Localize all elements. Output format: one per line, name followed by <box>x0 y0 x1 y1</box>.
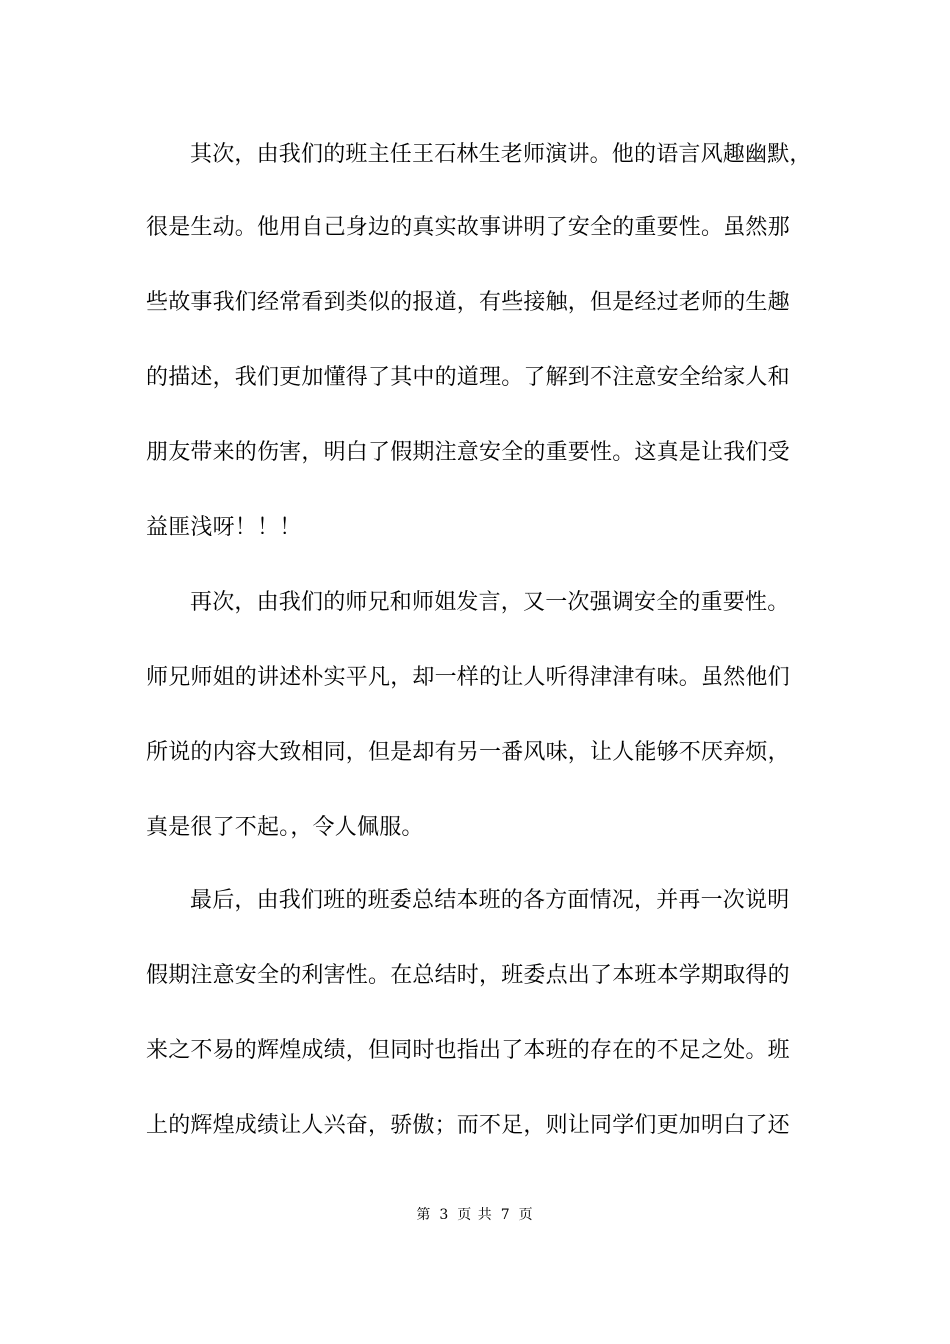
footer-suffix: 页 <box>518 1207 534 1223</box>
footer-middle: 页 共 <box>457 1207 493 1223</box>
paragraph-3-line-2: 假期注意安全的利害性。在总结时，班委点出了本班本学期取得的 <box>146 963 790 988</box>
paragraph-2-line-1: 再次，由我们的师兄和师姐发言，又一次强调安全的重要性。 <box>190 590 790 615</box>
paragraph-1-line-6: 益匪浅呀！！！ <box>146 515 302 540</box>
paragraph-2-line-3: 所说的内容大致相同，但是却有另一番风味，让人能够不厌弃烦， <box>146 740 790 765</box>
paragraph-3-line-3: 来之不易的辉煌成绩，但同时也指出了本班的存在的不足之处。班 <box>146 1038 790 1063</box>
paragraph-1-line-2: 很是生动。他用自己身边的真实故事讲明了安全的重要性。虽然那 <box>146 215 790 240</box>
footer-total-pages: 7 <box>500 1207 511 1223</box>
paragraph-3-line-1: 最后，由我们班的班委总结本班的各方面情况，并再一次说明 <box>190 888 790 913</box>
footer-current-page: 3 <box>439 1207 450 1223</box>
paragraph-2-line-4: 真是很了不起。，令人佩服。 <box>146 815 424 840</box>
paragraph-2-line-2: 师兄师姐的讲述朴实平凡，却一样的让人听得津津有味。虽然他们 <box>146 665 790 690</box>
paragraph-1-line-4: 的描述，我们更加懂得了其中的道理。了解到不注意安全给家人和 <box>146 365 790 390</box>
page-number-footer <box>0 1205 950 1225</box>
paragraph-3-line-4: 上的辉煌成绩让人兴奋，骄傲；而不足，则让同学们更加明白了还 <box>146 1113 790 1138</box>
footer-prefix: 第 <box>416 1207 432 1223</box>
paragraph-1-line-3: 些故事我们经常看到类似的报道，有些接触，但是经过老师的生趣 <box>146 290 790 315</box>
paragraph-1-line-1: 其次，由我们的班主任王石林生老师演讲。他的语言风趣幽默， <box>190 142 812 167</box>
paragraph-1-line-5: 朋友带来的伤害，明白了假期注意安全的重要性。这真是让我们受 <box>146 440 790 465</box>
